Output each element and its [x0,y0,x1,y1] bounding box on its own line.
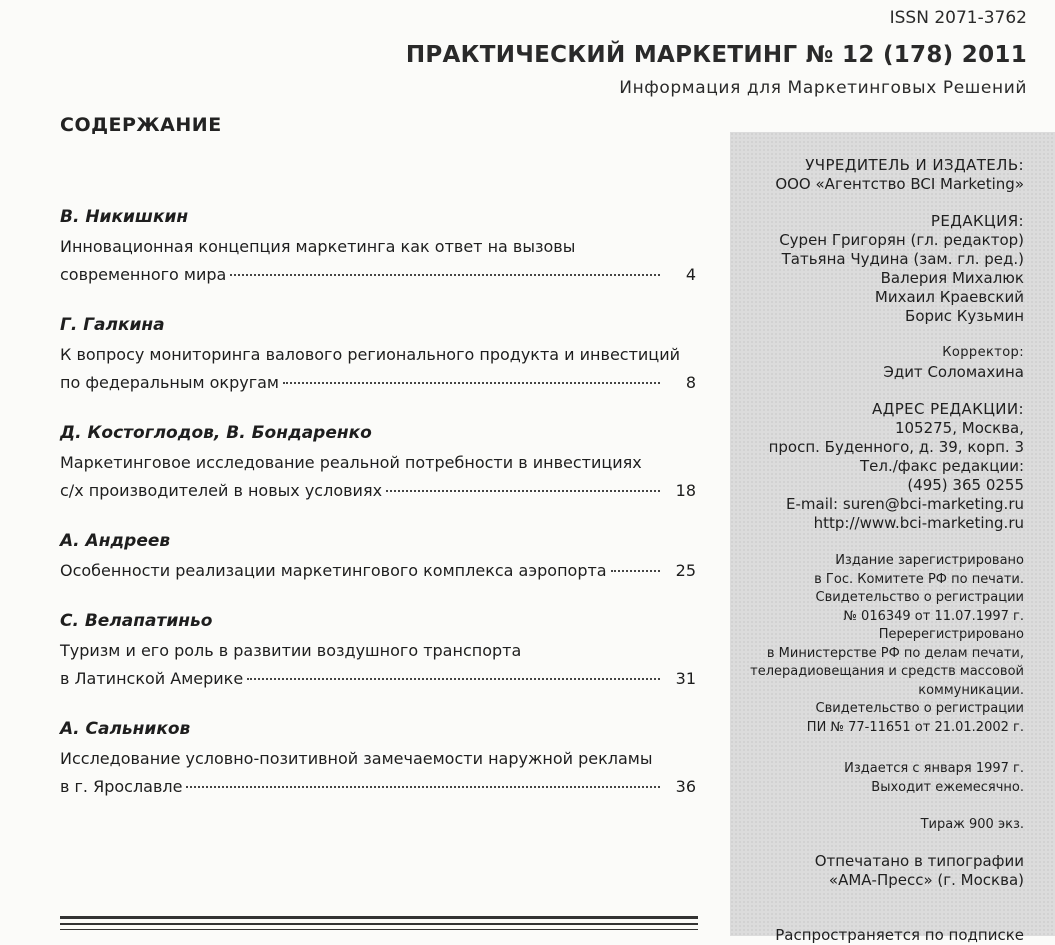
leader-dots [386,490,660,492]
circulation-block [921,816,1024,835]
toc-title-line: Исследование условно-позитивной замечаемости наружной рекламы [60,749,653,768]
leader-dots [283,382,660,384]
toc-author: А. Сальников [60,719,191,739]
circulation-text: Тираж 900 экз. [920,817,1024,832]
corrector-block [883,344,1024,382]
corrector-name: Эдит Соломахина [883,362,1024,381]
printed-line: «АМА-Пресс» (г. Москва) [828,871,1024,889]
toc-entry[interactable] [60,530,696,585]
registration-line: Издание зарегистрировано [835,553,1024,568]
toc-author: Д. Костоглодов, В. Бондаренко [60,423,372,443]
editorial-member: Михаил Краевский [874,288,1024,306]
registration-line: ПИ № 77-11651 от 21.01.2002 г. [806,719,1024,735]
toc-title-line: Инновационная концепция маркетинга как ответ на вызовы [60,237,576,256]
founder-block [775,156,1024,194]
toc-title-last-line [60,665,696,693]
toc-author: С. Велапатиньо [60,611,213,631]
published-line: Выходит ежемесячно. [871,779,1024,795]
bottom-rule [60,929,698,930]
toc-page-number: 8 [685,373,696,392]
imprint-panel [730,132,1055,944]
registration-line: № 016349 от 11.07.1997 г. [843,608,1024,624]
toc-title-line: в Латинской Америке [60,669,244,688]
editorial-member: Валерия Михалюк [880,269,1024,287]
editorial-member: Борис Кузьмин [905,307,1024,325]
toc-page-number: 4 [685,265,696,284]
toc-author: Г. Галкина [60,315,165,335]
editorial-member: Сурен Григорян (гл. редактор) [779,231,1024,249]
website-link[interactable]: http://www.bci-marketing.ru [813,514,1024,532]
registration-line: коммуникации. [918,682,1024,698]
toc-title-line: Маркетинговое исследование реальной потребности в инвестициях [60,453,642,472]
toc-page-number: 25 [675,561,696,580]
registration-line: в Министерстве РФ по делам печати, [766,645,1024,661]
corrector-label: Корректор: [942,345,1024,360]
toc-title-line: в г. Ярославле [60,777,183,796]
issn: ISSN 2071-3762 [889,8,1027,28]
toc-author: В. Никишкин [60,207,189,227]
leader-dots [611,570,660,572]
toc-entry[interactable] [60,314,696,397]
toc-entry[interactable] [60,610,696,693]
founder-name: ООО «Агентство BCI Marketing» [775,175,1024,193]
address-block [769,400,1024,533]
printed-line: Отпечатано в типографии [814,852,1024,870]
registration-line: Свидетельство о регистрации [815,590,1024,605]
distribution-text: Распространяется по подписке [775,926,1024,944]
toc-page-number: 31 [675,669,696,688]
toc-entry[interactable] [60,718,696,801]
toc-page-number: 36 [675,777,696,796]
toc-title-last-line [60,773,696,801]
editorial-block [779,212,1024,326]
toc-author: А. Андреев [60,531,171,551]
address-line: просп. Буденного, д. 39, корп. 3 [768,438,1024,456]
phone-number: (495) 365 0255 [907,476,1024,494]
toc-title-line: К вопросу мониторинга валового регионального продукта и инвестиций [60,345,680,364]
magazine-title: ПРАКТИЧЕСКИЙ МАРКЕТИНГ № 12 (178) 2011 [405,42,1027,68]
toc-title-line: Туризм и его роль в развитии воздушного транспорта [60,641,522,660]
toc-entry[interactable] [60,422,696,505]
toc-heading: СОДЕРЖАНИЕ [60,114,222,136]
toc-title-last-line [60,557,696,585]
registration-line: телерадиовещания и средств массовой [750,664,1024,679]
printed-block [815,852,1024,890]
toc-title-last-line [60,369,696,397]
toc-title-line: Особенности реализации маркетингового комплекса аэропорта [60,561,607,580]
toc-entry[interactable] [60,206,696,289]
bottom-rule [60,923,698,925]
editorial-member: Татьяна Чудина (зам. гл. ред.) [781,250,1024,268]
editorial-label: РЕДАКЦИЯ: [930,212,1024,230]
bottom-rule [60,916,698,919]
toc-title-line: по федеральным округам [60,373,279,392]
registration-line: Свидетельство о регистрации [815,701,1024,716]
toc-title-line: современного мира [60,265,227,284]
email-link[interactable]: E-mail: suren@bci-marketing.ru [786,495,1024,513]
registration-line: Перерегистрировано [878,627,1024,642]
toc-title-line: с/х производителей в новых условиях [60,481,383,500]
published-line: Издается с января 1997 г. [844,761,1024,776]
address-line: Тел./факс редакции: [859,457,1024,475]
registration-line: в Гос. Комитете РФ по печати. [814,571,1024,587]
address-label: АДРЕС РЕДАКЦИИ: [871,400,1024,418]
toc-title-last-line [60,261,696,289]
published-block [844,760,1024,797]
toc-title-last-line [60,477,696,505]
founder-label: УЧРЕДИТЕЛЬ И ИЗДАТЕЛЬ: [805,156,1024,174]
registration-block [750,552,1024,737]
address-line: 105275, Москва, [894,419,1024,437]
magazine-subtitle: Информация для Маркетинговых Решений [619,78,1027,98]
leader-dots [247,678,660,680]
leader-dots [230,274,660,276]
toc-page-number: 18 [675,481,696,500]
leader-dots [186,786,660,788]
table-of-contents [60,206,696,826]
